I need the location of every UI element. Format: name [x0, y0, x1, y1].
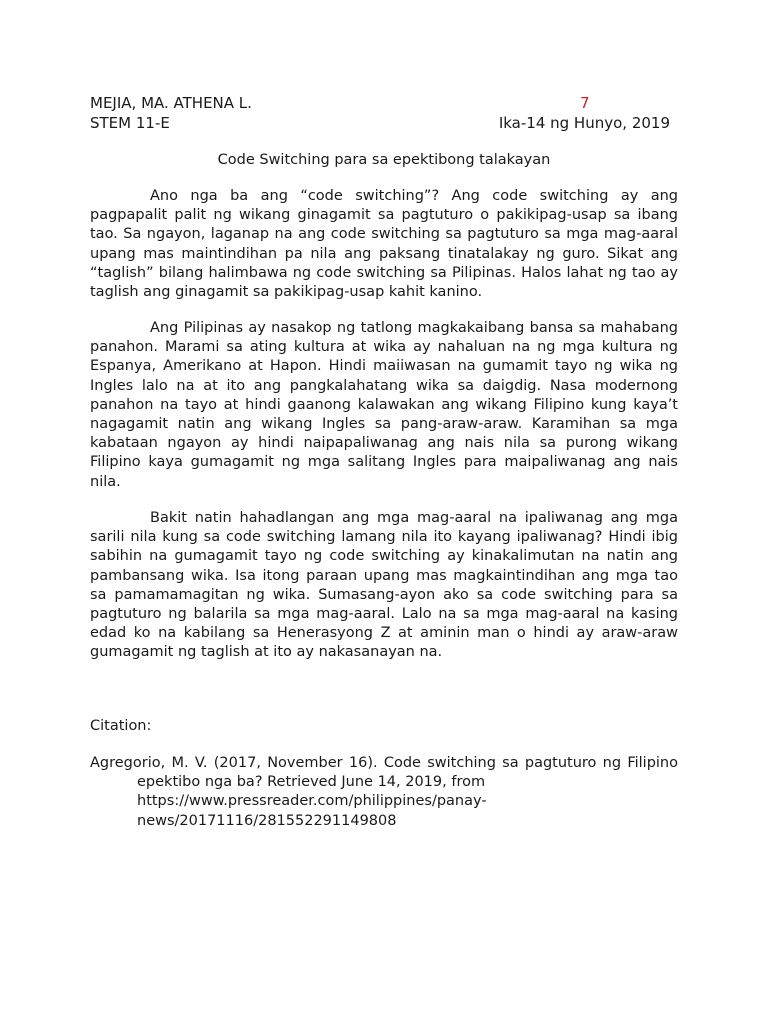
paragraph-2: Ang Pilipinas ay nasakop ng tatlong magkakaibang bansa sa mahabang panahon. Marami sa ating kultura at wika ay nahaluan na ng mga kultura ng Espanya, Amerikano at Hapon. Hindi maiiwasan na gumamit tayo ng wika ng Ingles lalo na at ito ang pangkalahatang wika sa daigdig. Nasa modernong panahon na tayo at hindi gaanong kalawakan ang wikang Filipino kung kaya’t nagagamit natin ang wikang Ingles sa pang-araw-araw. Karamihan sa mga kabataan ngayon ay hindi naipapaliwanag ang nais nila sa purong wikang Filipino kaya gumagamit ng mga salitang Ingles para maipaliwanag ang nais nila.: [90, 320, 678, 490]
document-title: Code Switching para sa epektibong talakayan: [217, 152, 551, 168]
reference-url: https://www.pressreader.com/philippines/panay-news/20171116/281552291149808: [137, 793, 487, 829]
reference-text: Agregorio, M. V. (2017, November 16). Code switching sa pagtuturo ng Filipino epektibo nga ba? Retrieved June 14, 2019, from: [90, 755, 678, 791]
citation-label: Citation:: [90, 718, 152, 734]
header-row-2: [90, 113, 670, 133]
student-section: STEM 11-E: [90, 114, 170, 132]
grade-mark: 7: [580, 94, 590, 112]
paragraph-1: Ano nga ba ang “code switching”? Ang code switching ay ang pagpapalit palit ng wikang ginagamit sa pagtuturo o pakikipag-usap sa ibang tao. Sa ngayon, laganap na ang code switching sa pagtuturo sa mga mag-aaral upang mas maintindihan pa nila ang paksang tinatalakay ng guro. Sikat ang “taglish” bilang halimbawa ng code switching sa Pilipinas. Halos lahat ng tao ay taglish ang ginagamit sa pakikipag-usap kahit kanino.: [90, 188, 678, 301]
header: [90, 93, 670, 133]
student-name: MEJIA, MA. ATHENA L.: [90, 94, 252, 112]
document-date: Ika-14 ng Hunyo, 2019: [498, 114, 670, 132]
paragraph-3: Bakit natin hahadlangan ang mga mag-aaral na ipaliwanag ang mga sarili nila kung sa code switching lamang nila ito kayang ipaliwanag? Hindi ibig sabihin na gumagamit tayo ng code switching ay kinakalimutan na natin ang pambansang wika. Isa itong paraan upang mas magkaintindihan ang mga tao sa pamamamagitan ng wika. Sumasang-ayon ako sa code switching para sa pagtuturo ng balarila sa mga mag-aaral. Lalo na sa mga mag-aaral na kasing edad ko na kabilang sa Henerasyong Z at aminin man o hindi ay araw-araw gumagamit ng taglish at ito ay nakasanayan na.: [90, 510, 678, 661]
header-row-1: [90, 93, 670, 113]
reference-entry: [90, 754, 678, 831]
